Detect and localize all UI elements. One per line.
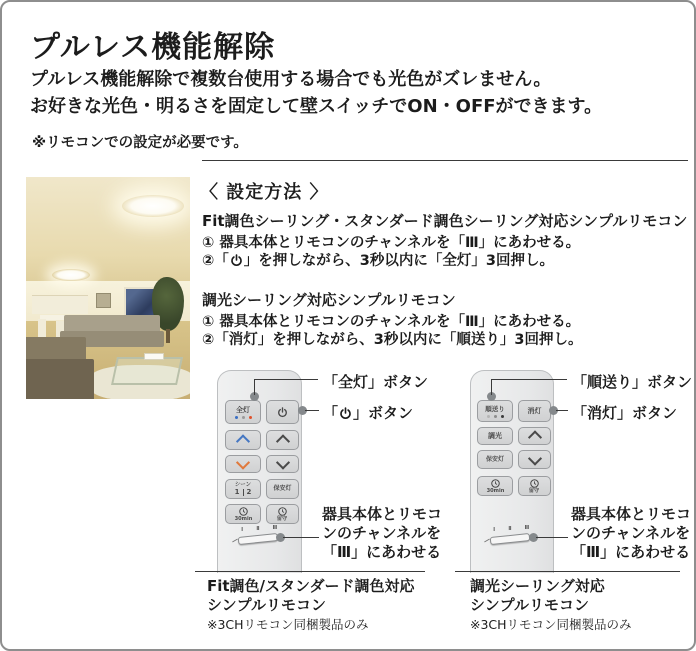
callout-junokuri-label: 「順送り」ボタン: [572, 373, 693, 391]
remote-button-color-down: [225, 455, 261, 473]
photo-picture-frame: [96, 293, 111, 308]
chevron-down-icon: [236, 456, 250, 470]
remote-button-shoto: 消灯: [518, 400, 551, 422]
page-title: プルレス機能解除: [30, 30, 276, 65]
remote-button-chokou: 調光: [477, 427, 513, 445]
callout-line: [491, 379, 492, 395]
remote-fit-footnote: ※3CHリモコン同梱製品のみ: [207, 617, 369, 632]
callout-line: [254, 379, 318, 380]
callout-line: [491, 379, 567, 380]
description-line2: お好きな光色・明るさを固定して壁スイッチでON・OFFができます。: [30, 96, 603, 117]
remote-button-bright-down: [518, 450, 551, 469]
callout-shoto-label: 「消灯」ボタン: [572, 404, 678, 422]
chevron-up-icon: [236, 434, 250, 448]
living-room-photo: [26, 177, 190, 399]
fit-step2: ②「 」を押しながら、3秒以内に「全灯」3回押し。: [202, 253, 554, 269]
clock-icon: [278, 507, 287, 516]
callout-line: [556, 410, 568, 411]
remote-button-power: [266, 400, 299, 424]
photo-ceiling: [26, 177, 190, 281]
dim-step1: ① 器具本体とリモコンのチャンネルを「Ⅲ」にあわせる。: [202, 314, 581, 330]
chevron-up-icon: [527, 430, 541, 444]
remote-button-rusu: 留守: [266, 504, 299, 524]
callout-zento-label: 「全灯」ボタン: [323, 373, 429, 391]
caption-divider: [455, 571, 680, 572]
remote-button-timer30: 30min: [225, 504, 261, 524]
clock-icon: [491, 479, 500, 488]
remote-button-scene: シーン 1 2: [225, 479, 261, 499]
remote-button-bright-up: [266, 430, 299, 450]
power-icon: [277, 407, 288, 418]
photo-magazine: [144, 353, 164, 360]
description: [30, 66, 602, 120]
chevron-down-icon: [275, 456, 289, 470]
photo-dining-cabinet: [32, 295, 88, 314]
caption-divider: [195, 571, 425, 572]
power-icon: [230, 254, 243, 267]
photo-sofa2-seat: [26, 359, 94, 399]
remote-dim-caption: 調光シーリング対応 シンプルリモコン: [470, 577, 605, 614]
ceiling-light-small: [52, 269, 90, 281]
fit-section-title: Fit調色シーリング・スタンダード調色シーリング対応シンプルリモコン: [202, 212, 688, 230]
description-line1: プルレス機能解除で複数台使用する場合でも光色がズレません。: [30, 69, 552, 90]
channel-note-fit: 器具本体とリモコ ンのチャンネルを 「Ⅲ」にあわせる: [322, 505, 443, 561]
chevron-up-icon: [275, 434, 289, 448]
remote-required-note: ※リモコンでの設定が必要です。: [32, 135, 248, 151]
channel-slider: Ⅰ Ⅱ Ⅲ: [488, 527, 538, 547]
power-icon: [339, 407, 352, 420]
remote-button-color-up: [225, 430, 261, 450]
remote-button-timer30: 30min: [477, 476, 513, 496]
clock-icon: [530, 479, 539, 488]
callout-power-label: 「 」ボタン: [323, 404, 414, 422]
slider-knob: [490, 533, 531, 545]
remote-button-junokuri: 順送り: [477, 400, 513, 422]
callout-line: [305, 410, 319, 411]
mode-dots: [487, 415, 504, 418]
callout-line: [283, 537, 319, 538]
remote-dim-footnote: ※3CHリモコン同梱製品のみ: [470, 617, 632, 632]
howto-heading: 〈 設定方法 〉: [200, 182, 329, 203]
photo-plant-trunk: [166, 329, 170, 343]
remote-button-hoanto: 保安灯: [266, 479, 299, 499]
callout-line: [254, 379, 255, 395]
remote-dim-illustration: [470, 370, 554, 573]
dim-section-title: 調光シーリング対応シンプルリモコン: [202, 291, 456, 309]
remote-button-zento: 全灯: [225, 400, 261, 424]
channel-slider: Ⅰ Ⅱ Ⅲ: [236, 527, 286, 547]
remote-button-bright-up: [518, 427, 551, 445]
chevron-down-icon: [527, 451, 541, 465]
color-mode-dots: [235, 416, 252, 419]
channel-note-dim: 器具本体とリモコ ンのチャンネルを 「Ⅲ」にあわせる: [571, 505, 692, 561]
ceiling-light-large: [122, 195, 184, 217]
clock-icon: [239, 507, 248, 516]
photo-glass-table: [111, 357, 183, 385]
slider-knob: [238, 533, 279, 545]
remote-fit-caption: Fit調色/スタンダード調色対応 シンプルリモコン: [207, 577, 415, 614]
remote-button-rusu: 留守: [518, 476, 551, 496]
remote-button-bright-down: [266, 455, 299, 473]
dim-step2: ②「消灯」を押しながら、3秒以内に「順送り」3回押し。: [202, 332, 583, 348]
callout-line: [536, 537, 568, 538]
remote-button-hoanto: 保安灯: [477, 450, 513, 469]
remote-fit-illustration: [217, 370, 302, 573]
photo-chair: [38, 319, 46, 339]
fit-step1: ① 器具本体とリモコンのチャンネルを「Ⅲ」にあわせる。: [202, 235, 581, 251]
top-divider: [202, 160, 688, 161]
